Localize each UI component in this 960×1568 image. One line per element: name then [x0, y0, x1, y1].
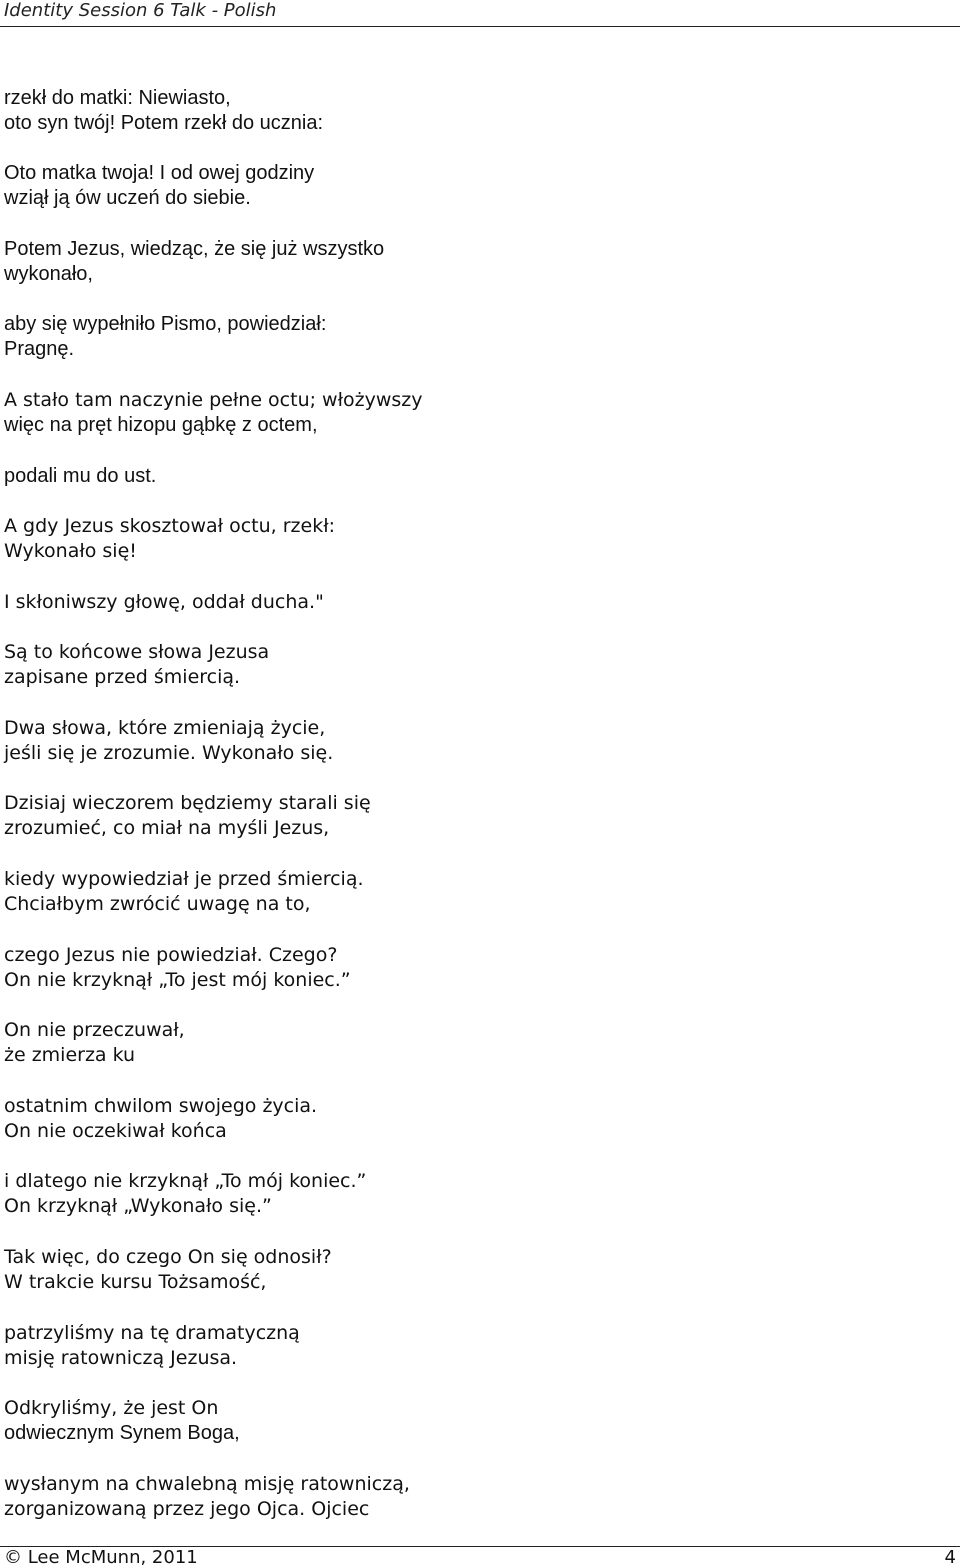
text-line: rzekł do matki: Niewiasto, [4, 87, 231, 109]
text-line: Dzisiaj wieczorem będziemy starali się [4, 792, 371, 814]
text-line: A stało tam naczynie pełne octu; włożywszy [4, 389, 423, 411]
text-line: Pragnę. [4, 338, 75, 360]
text-line: Tak więc, do czego On się odnosił? [4, 1246, 332, 1268]
text-line: że zmierza ku [4, 1044, 136, 1066]
text-line: Odkryliśmy, że jest On [4, 1397, 219, 1419]
text-line: kiedy wypowiedział je przed śmiercią. [4, 868, 364, 890]
text-line: oto syn twój! Potem rzekł do ucznia: [4, 112, 324, 134]
footer-copyright: © Lee McMunn, 2011 [4, 1547, 198, 1568]
text-line: On krzyknął „Wykonało się.” [4, 1195, 272, 1217]
text-line: On nie oczekiwał końca [4, 1120, 227, 1142]
text-line: podali mu do ust. [4, 465, 157, 487]
text-line: zorganizowaną przez jego Ojca. Ojciec [4, 1498, 370, 1520]
text-line: Dwa słowa, które zmieniają życie, [4, 717, 326, 739]
text-line: Wykonało się! [4, 540, 137, 562]
text-line: odwiecznym Synem Boga, [4, 1422, 240, 1444]
text-line: zapisane przed śmiercią. [4, 666, 241, 688]
text-line: wykonało, [4, 263, 93, 285]
header-divider [0, 26, 960, 27]
text-line: Oto matka twoja! I od owej godziny [4, 162, 315, 184]
text-line: i dlatego nie krzyknął „To mój koniec.” [4, 1170, 367, 1192]
text-line: wziął ją ów uczeń do siebie. [4, 187, 251, 209]
text-line: misję ratowniczą Jezusa. [4, 1347, 238, 1369]
text-line: ostatnim chwilom swojego życia. [4, 1095, 318, 1117]
text-line: patrzyliśmy na tę dramatyczną [4, 1322, 300, 1344]
text-line: On nie przeczuwał, [4, 1019, 185, 1041]
text-line: W trakcie kursu Tożsamość, [4, 1271, 267, 1293]
text-line: zrozumieć, co miał na myśli Jezus, [4, 817, 330, 839]
text-line: Są to końcowe słowa Jezusa [4, 641, 270, 663]
text-line: aby się wypełniło Pismo, powiedział: [4, 313, 327, 335]
page-number: 4 [944, 1547, 956, 1568]
text-line: jeśli się je zrozumie. Wykonało się. [4, 742, 334, 764]
text-line: Chciałbym zwrócić uwagę na to, [4, 893, 311, 915]
text-line: czego Jezus nie powiedział. Czego? [4, 944, 338, 966]
document-header-title: Identity Session 6 Talk - Polish [4, 0, 277, 21]
text-line: więc na pręt hizopu gąbkę z octem, [4, 414, 318, 436]
text-line: I skłoniwszy głowę, oddał ducha." [4, 591, 324, 613]
text-line: On nie krzyknął „To jest mój koniec.” [4, 969, 351, 991]
text-line: wysłanym na chwalebną misję ratowniczą, [4, 1473, 410, 1495]
text-line: Potem Jezus, wiedząc, że się już wszystko [4, 238, 385, 260]
text-line: A gdy Jezus skosztował octu, rzekł: [4, 515, 336, 537]
